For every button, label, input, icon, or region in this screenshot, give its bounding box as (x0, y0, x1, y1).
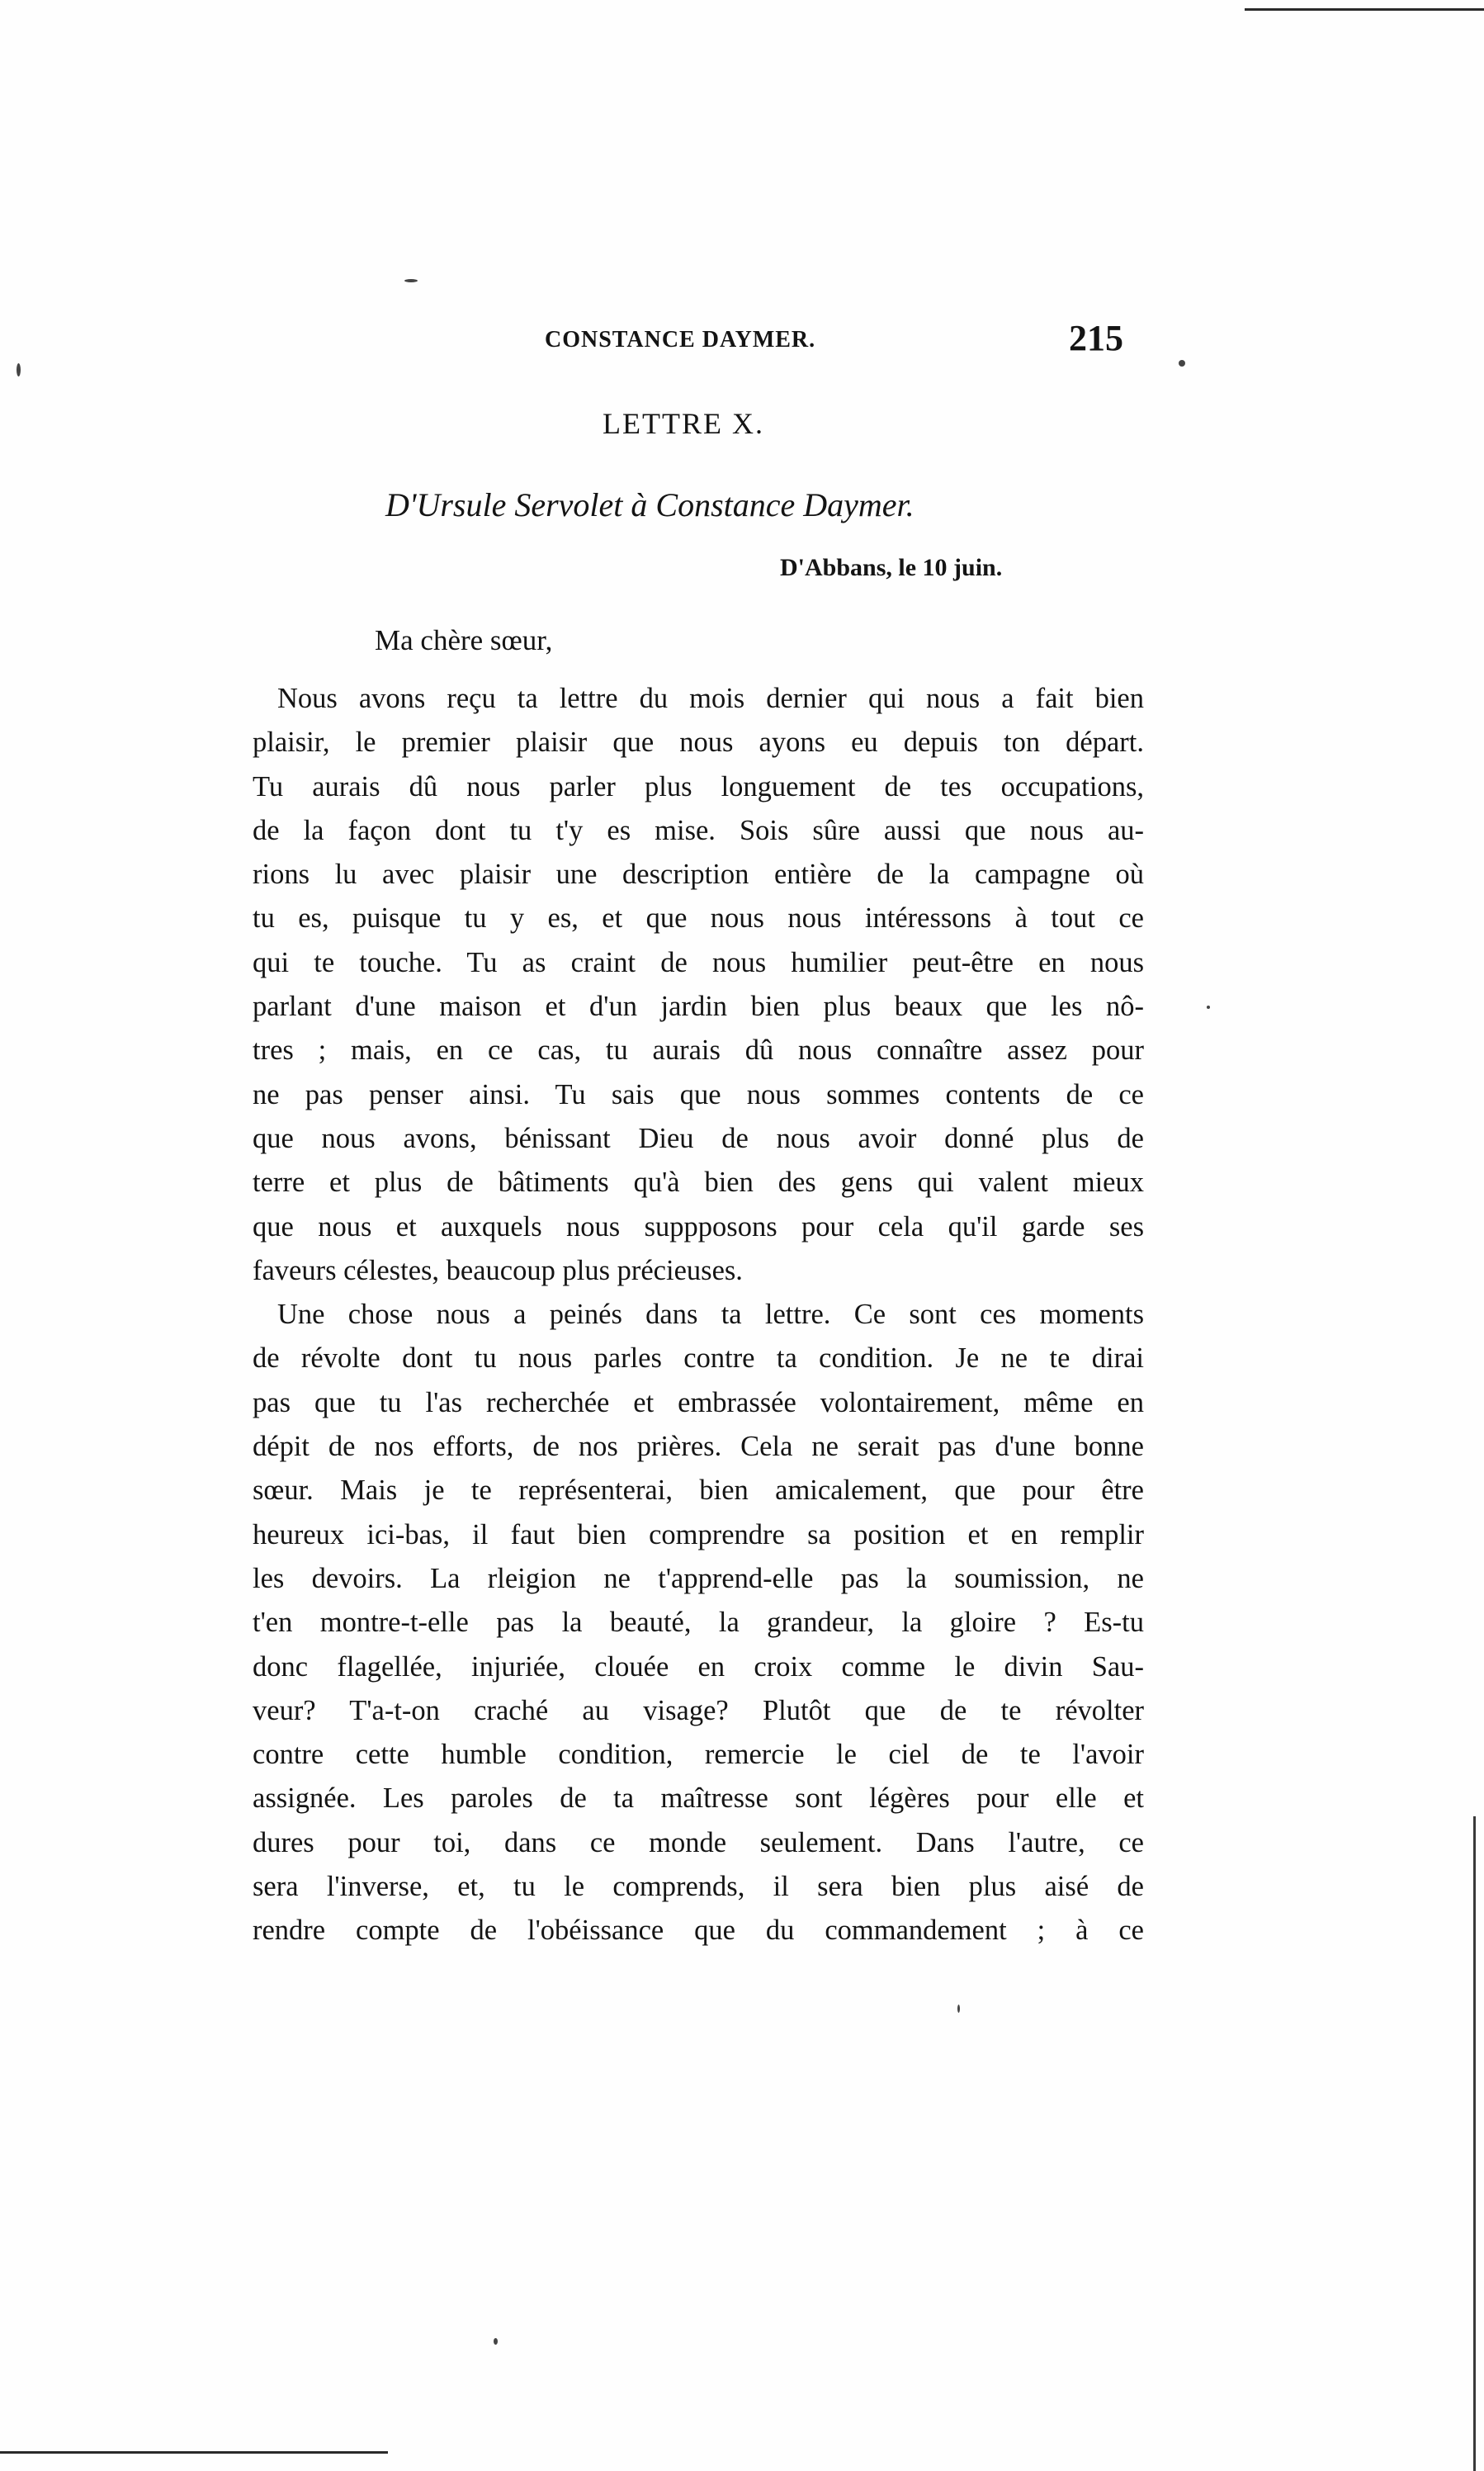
page-number: 215 (1069, 318, 1123, 358)
text-line: dépit de nos efforts, de nos prières. Cela ne serait pas d'une bonne (253, 1431, 1144, 1463)
text-line: rendre compte de l'obéissance que du commandement ; à ce (253, 1915, 1144, 1947)
text-line: parlant d'une maison et d'un jardin bien plus beaux que les nô- (253, 991, 1144, 1023)
text-line: pas que tu l'as recherchée et embrassée volontairement, même en (253, 1386, 1144, 1418)
text-line: sœur. Mais je te représenterai, bien amicalement, que pour être (253, 1475, 1144, 1507)
letter-body (253, 677, 1144, 1953)
text-line: tu es, puisque tu y es, et que nous nous intéressons à tout ce (253, 902, 1144, 935)
text-line: dures pour toi, dans ce monde seulement. Dans l'autre, ce (253, 1826, 1144, 1858)
running-title: CONSTANCE DAYMER. (545, 327, 816, 353)
scan-speck (1179, 360, 1185, 367)
text-line: de la façon dont tu t'y es mise. Sois sûre aussi que nous au- (253, 814, 1144, 846)
text-line: veur? T'a-t-on craché au visage? Plutôt que de te révolter (253, 1694, 1144, 1726)
letter-from-to: D'Ursule Servolet à Constance Daymer. (385, 486, 915, 523)
text-line: ne pas penser ainsi. Tu sais que nous sommes contents de ce (253, 1078, 1144, 1110)
text-line: Tu aurais dû nous parler plus longuement de tes occupations, (253, 770, 1144, 802)
scan-speck (17, 363, 21, 376)
text-line: les devoirs. La rleigion ne t'apprend-elle pas la soumission, ne (253, 1562, 1144, 1594)
text-line: terre et plus de bâtiments qu'à bien des gens qui valent mieux (253, 1167, 1144, 1199)
scan-speck (1207, 1006, 1210, 1009)
text-line: Nous avons reçu ta lettre du mois dernier qui nous a fait bien (277, 683, 1144, 714)
text-line: de révolte dont tu nous parles contre ta condition. Je ne te dirai (253, 1342, 1144, 1375)
text-line: qui te touche. Tu as craint de nous humilier peut-être en nous (253, 946, 1144, 978)
bottom-edge-rule (0, 2451, 388, 2454)
scan-speck (404, 279, 418, 282)
text-line: sera l'inverse, et, tu le comprends, il sera bien plus aisé de (253, 1871, 1144, 1903)
text-line: heureux ici-bas, il faut bien comprendre sa position et en remplir (253, 1518, 1144, 1550)
scan-speck (494, 2338, 498, 2345)
right-edge-rule (1473, 1816, 1476, 2471)
text-line: que nous et auxquels nous suppposons pour cela qu'il garde ses (253, 1210, 1144, 1243)
scan-speck (957, 2005, 960, 2013)
top-edge-rule (1245, 8, 1484, 11)
letter-place-date: D'Abbans, le 10 juin. (780, 554, 1003, 581)
text-line: Une chose nous a peinés dans ta lettre. Ce sont ces moments (277, 1299, 1144, 1331)
text-line: plaisir, le premier plaisir que nous ayons eu depuis ton départ. (253, 727, 1144, 759)
text-line: que nous avons, bénissant Dieu de nous avoir donné plus de (253, 1122, 1144, 1154)
text-line: assignée. Les paroles de ta maîtresse sont légères pour elle et (253, 1782, 1144, 1815)
text-line: tres ; mais, en ce cas, tu aurais dû nous connaître assez pour (253, 1034, 1144, 1067)
text-line: donc flagellée, injuriée, clouée en croix comme le divin Sau- (253, 1650, 1144, 1683)
letter-greeting: Ma chère sœur, (375, 624, 553, 656)
letter-title: LETTRE X. (603, 407, 764, 440)
text-line: rions lu avec plaisir une description entière de la campagne où (253, 859, 1144, 891)
text-line: faveurs célestes, beaucoup plus précieuses. (253, 1254, 743, 1286)
text-line: t'en montre-t-elle pas la beauté, la grandeur, la gloire ? Es-tu (253, 1607, 1144, 1639)
text-line: contre cette humble condition, remercie le ciel de te l'avoir (253, 1739, 1144, 1771)
